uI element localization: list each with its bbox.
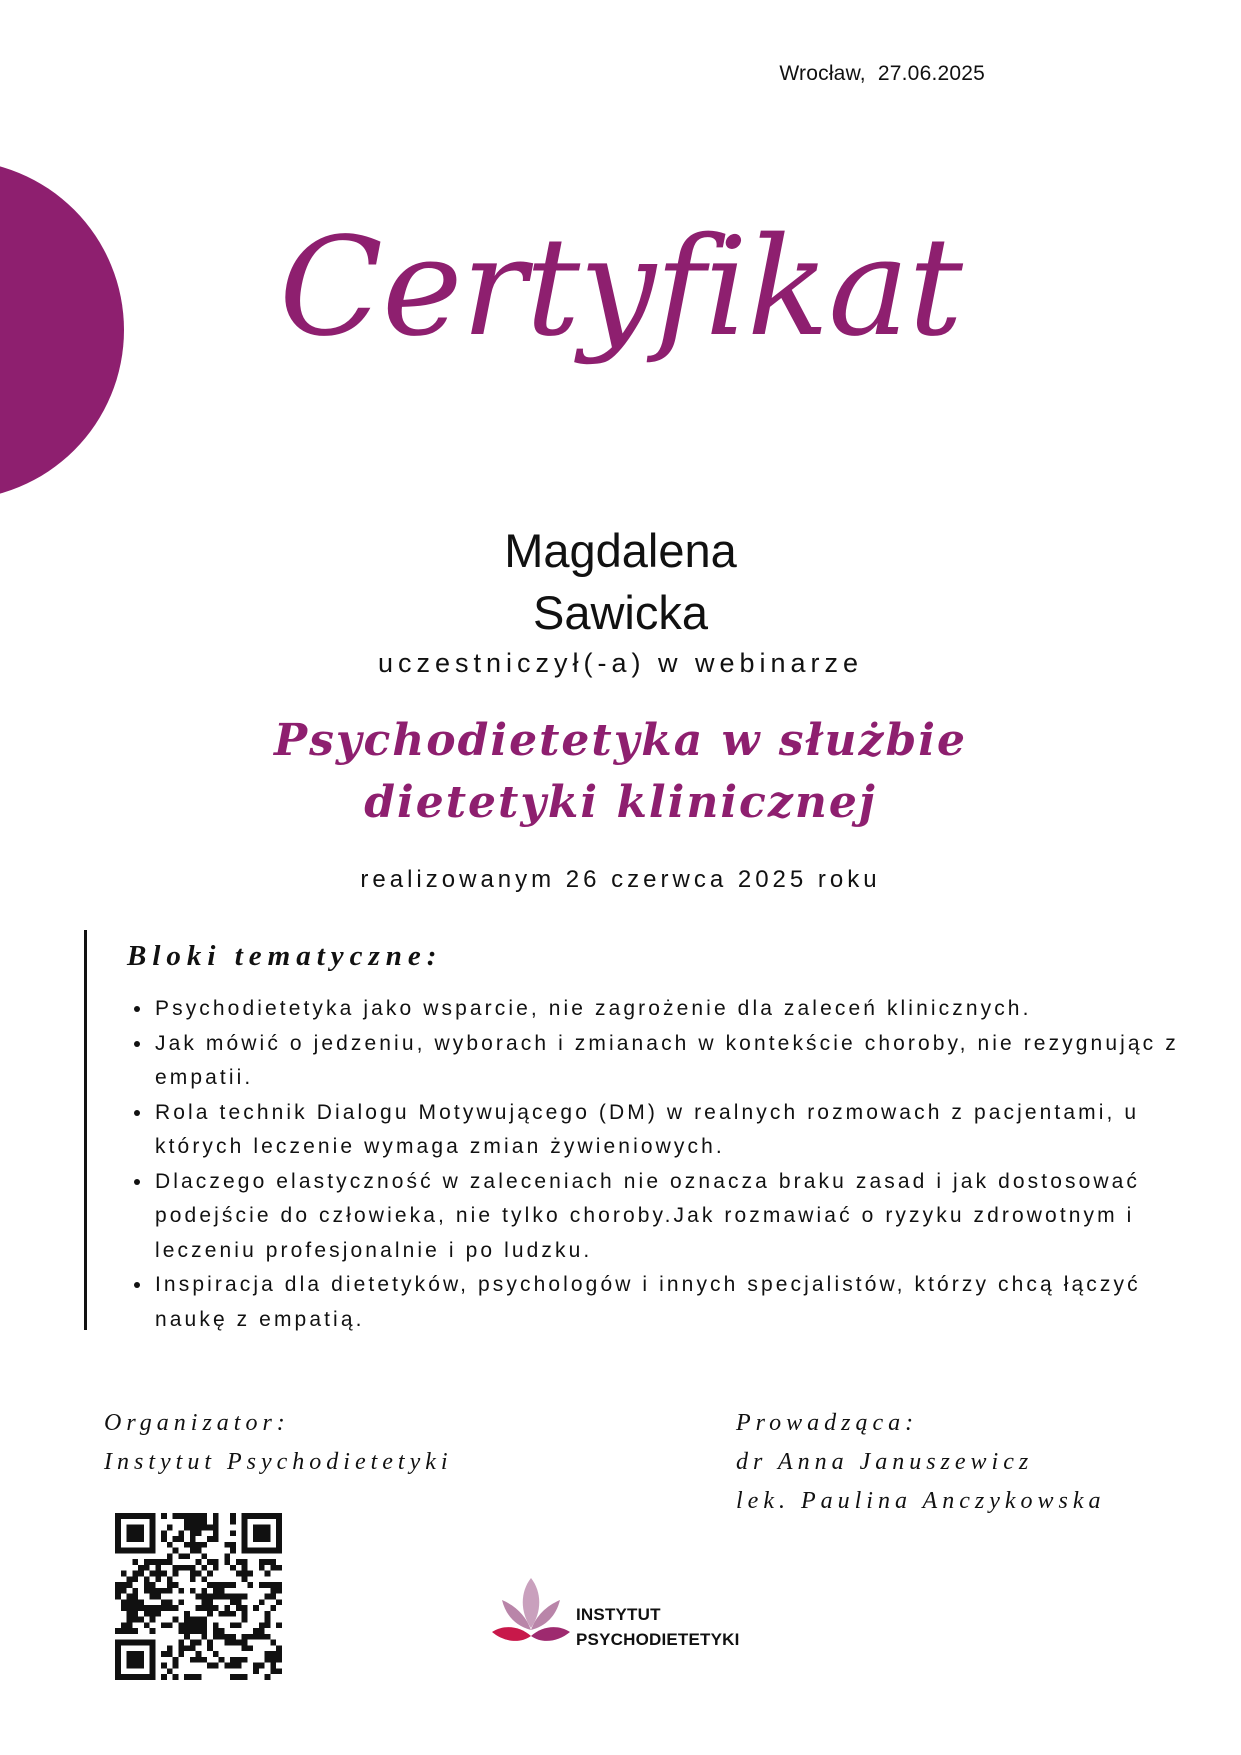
organizer-block: [104, 1404, 453, 1482]
recipient-first-name: Magdalena: [504, 524, 737, 577]
certificate-title: Certyfikat: [278, 209, 962, 367]
recipient-name: [0, 520, 1241, 644]
issue-date: 27.06.2025: [877, 62, 985, 85]
logo-text: [576, 1602, 740, 1652]
recipient-last-name: Sawicka: [532, 586, 708, 639]
lecturer-name: dr Anna Januszewicz: [736, 1449, 1034, 1475]
list-item: • Inspiracja dla dietetyków, psychologów i innych specjalistów, którzy chcą łączyć naukę z empatią.: [153, 1268, 1203, 1337]
list-item: • Jak mówić o jedzeniu, wyborach i zmianach w kontekście choroby, nie rezygnując z empatii.: [153, 1027, 1203, 1096]
date-line: [779, 62, 985, 86]
topics-heading: Bloki tematyczne:: [127, 940, 443, 972]
list-item: • Dlaczego elastyczność w zaleceniach nie oznacza braku zasad i jak dostosować podejście do człowieka, nie tylko choroby.Jak rozmawiać o ryzyku zdrowotnym i leczeniu profesjonalnie i po ludzku.: [153, 1165, 1203, 1269]
qr-code-icon[interactable]: [115, 1513, 282, 1680]
lecturers-block: [736, 1404, 1106, 1521]
list-item: • Psychodietetyka jako wsparcie, nie zagrożenie dla zaleceń klinicznych.: [153, 992, 1203, 1027]
logo-line-1: INSTYTUT: [576, 1605, 661, 1624]
topics-section: [84, 930, 1179, 1331]
place: Wrocław,: [779, 62, 866, 85]
organizer-label: Organizator:: [104, 1410, 290, 1436]
topics-list: [123, 992, 1203, 1337]
lecturer-name: lek. Paulina Anczykowska: [736, 1488, 1106, 1514]
lecturers-label: Prowadząca:: [736, 1410, 919, 1436]
list-item: • Rola technik Dialogu Motywującego (DM) w realnych rozmowach z pacjentami, u których leczenie wymaga zmian żywieniowych.: [153, 1096, 1203, 1165]
realization-date-text: realizowanym 26 czerwca 2025 roku: [360, 866, 881, 893]
webinar-title: Psychodietetyka w służbie dietetyki klinicznej: [274, 715, 967, 828]
logo-line-2: PSYCHODIETETYKI: [576, 1630, 740, 1649]
participation-text: uczestniczył(-a) w webinarze: [377, 648, 864, 678]
lotus-logo-icon: [490, 1572, 572, 1652]
institute-logo: [490, 1572, 770, 1652]
organizer-name: Instytut Psychodietetyki: [104, 1449, 453, 1475]
